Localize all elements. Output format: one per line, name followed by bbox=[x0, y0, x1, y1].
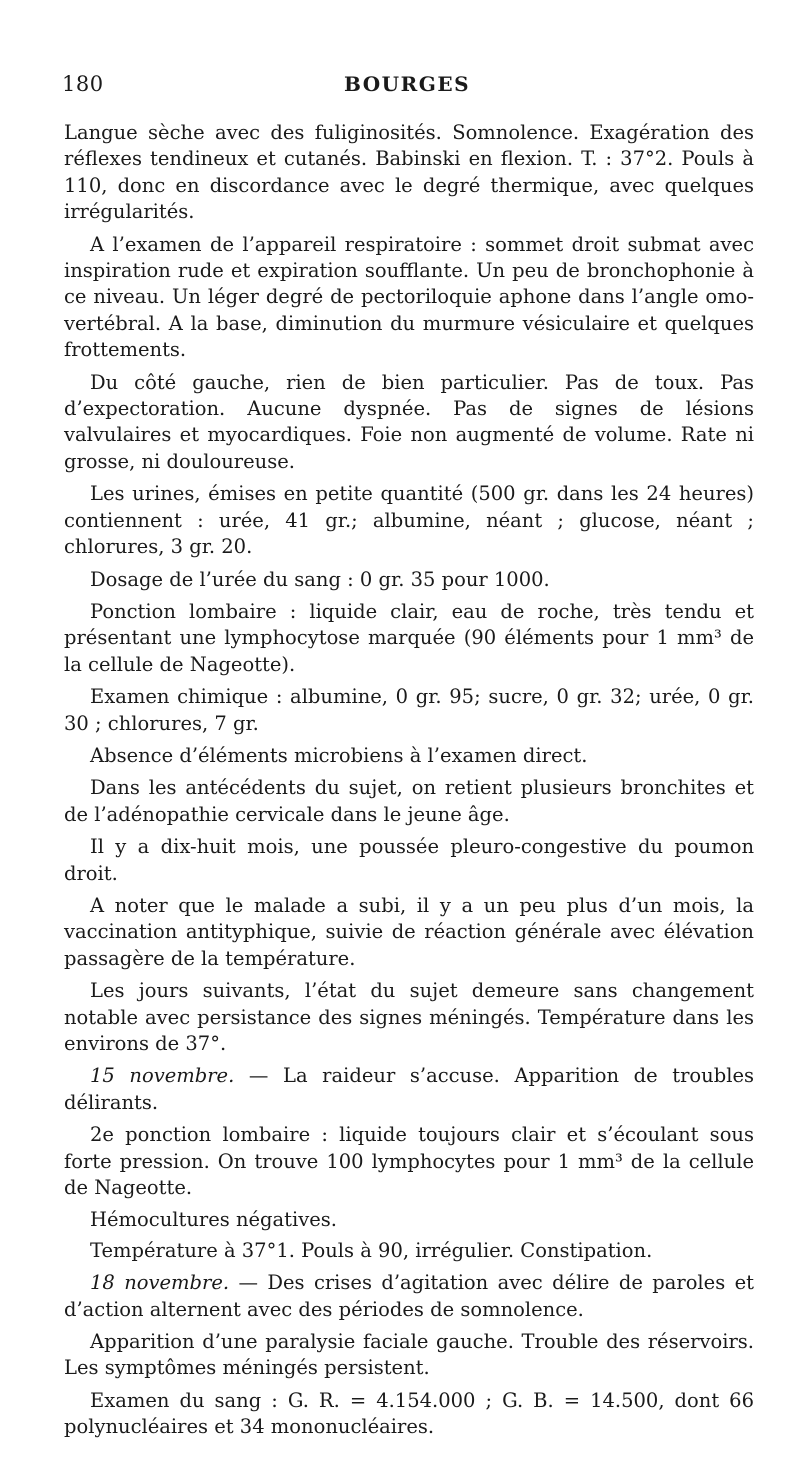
paragraph-lumbar-puncture: Ponction lombaire : liquide clair, eau de roche, très tendu et présentant une lymphocytose marquée (90 éléments pour 1 mm³ de la cellule de Nageotte). bbox=[64, 599, 754, 676]
paragraph-general-signs: Langue sèche avec des fuliginosités. Somnolence. Exagération des réflexes tendineux et cutanés. Babinski en flexion. T. : 37°2. Pouls à 110, donc en discordance avec le degré thermique, avec quelques irrégularités. bbox=[64, 121, 754, 224]
paragraph-urine-analysis: Les urines, émises en petite quantité (500 gr. dans les 24 heures) contiennent : urée, 41 gr.; albumine, néant ; glucose, néant ; chlorures, 3 gr. 20. bbox=[64, 482, 754, 559]
paragraph-15-november-text: — La raideur s’accuse. Apparition de troubles délirants. bbox=[64, 1064, 754, 1114]
paragraph-microbial-exam: Absence d’éléments microbiens à l’examen direct. bbox=[90, 743, 588, 767]
paragraph-18-november bbox=[64, 1270, 754, 1323]
paragraph-history: Dans les antécédents du sujet, on retient plusieurs bronchites et de l’adénopathie cervicale dans le jeune âge. bbox=[64, 776, 754, 826]
running-head bbox=[62, 72, 752, 102]
paragraph-facial-paralysis: Apparition d’une paralysie faciale gauche. Trouble des réservoirs. Les symptômes méningés persistent. bbox=[64, 1330, 754, 1380]
paragraph-blood-urea: Dosage de l’urée du sang : 0 gr. 35 pour 1000. bbox=[90, 567, 550, 591]
paragraph-blood-cultures: Hémocultures négatives. bbox=[90, 1208, 337, 1232]
body-text bbox=[64, 120, 754, 1447]
paragraph-temperature: Température à 37°1. Pouls à 90, irrégulier. Constipation. bbox=[90, 1238, 653, 1262]
page-number: 180 bbox=[62, 72, 104, 96]
paragraph-15-november bbox=[64, 1063, 754, 1116]
date-18-november: 18 novembre. bbox=[90, 1271, 230, 1295]
paragraph-second-puncture: 2e ponction lombaire : liquide toujours clair et s’écoulant sous forte pression. On trouve 100 lymphocytes pour 1 mm³ de la cellule de Nageotte. bbox=[64, 1123, 754, 1200]
date-15-november: 15 novembre. bbox=[90, 1064, 235, 1088]
paragraph-pleuro-congestive: Il y a dix-huit mois, une poussée pleuro-congestive du poumon droit. bbox=[64, 835, 754, 885]
running-title: BOURGES bbox=[343, 72, 471, 96]
paragraph-18-november-text: — Des crises d’agitation avec délire de paroles et d’action alternent avec des périodes de somnolence. bbox=[64, 1271, 754, 1321]
paragraph-vaccination: A noter que le malade a subi, il y a un peu plus d’un mois, la vaccination antityphique, suivie de réaction générale avec élévation passagère de la température. bbox=[64, 893, 754, 970]
paragraph-blood-exam: Examen du sang : G. R. = 4.154.000 ; G. B. = 14.500, dont 66 polynucléaires et 34 mononucléaires. bbox=[64, 1388, 754, 1439]
paragraph-respiratory-exam: A l’examen de l’appareil respiratoire : sommet droit submat avec inspiration rude et expiration soufflante. Un peu de bronchophonie à ce niveau. Un léger degré de pectoriloquie aphone dans l’angle omo-vertébral. A la base, diminution du murmure vésiculaire et quelques frottements. bbox=[64, 232, 754, 362]
paragraph-chemical-exam: Examen chimique : albumine, 0 gr. 95; sucre, 0 gr. 32; urée, 0 gr. 30 ; chlorures, 7 gr. bbox=[64, 685, 754, 735]
paragraph-following-days: Les jours suivants, l’état du sujet demeure sans changement notable avec persistance des signes méningés. Température dans les environs de 37°. bbox=[64, 979, 754, 1055]
paragraph-left-side: Du côté gauche, rien de bien particulier. Pas de toux. Pas d’expectoration. Aucune dyspnée. Pas de signes de lésions valvulaires et myocardiques. Foie non augmenté de volume. Rate ni grosse, ni douloureuse. bbox=[64, 370, 754, 473]
